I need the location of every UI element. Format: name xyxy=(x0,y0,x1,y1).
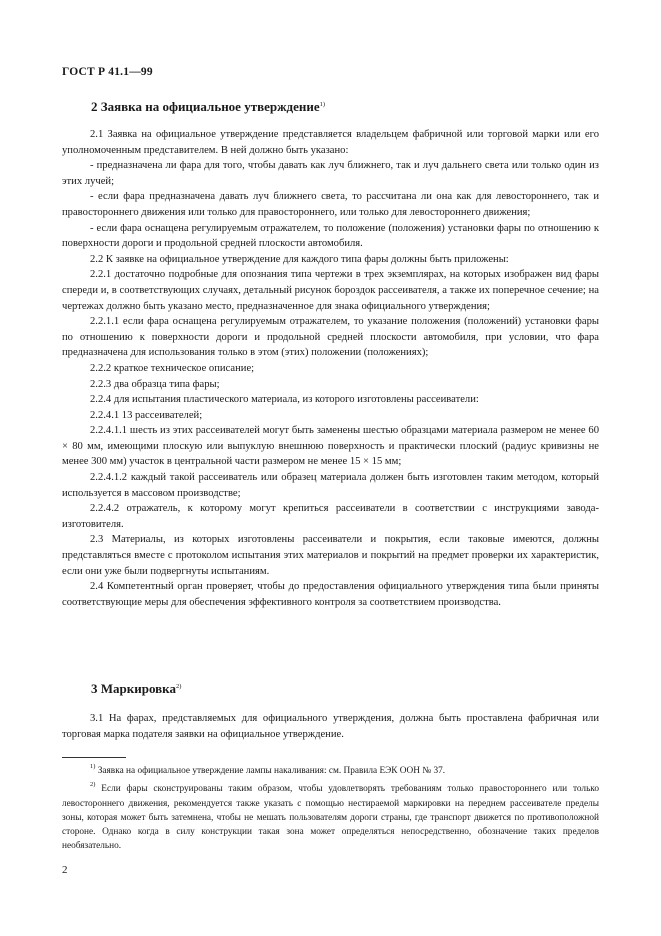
section-2-number: 2 xyxy=(91,99,98,114)
paragraph: 2.2.4 для испытания пластического материала, из которого изготовлены рассеиватели: xyxy=(90,394,479,406)
paragraph: - предназначена ли фара для того, чтобы давать как луч ближнего, так и луч дальнего света или только один из этих лучей; xyxy=(62,160,599,187)
paragraph: 2.2.4.1.1 шесть из этих рассеивателей могут быть заменены шестью образцами материала размером не менее 60 × 80 мм, имеющими плоскую или выпуклую внешнюю поверхность и практически плоский (радиус кривизны не менее 300 мм) участок в центральной части размером не менее 15 × 15 мм; xyxy=(62,425,599,468)
section-3-body xyxy=(62,711,599,742)
paragraph: 3.1 На фарах, представляемых для официального утверждения, должна быть проставлена фабричная или торговая марка подателя заявки на официальное утверждение. xyxy=(62,713,599,740)
section-3-heading xyxy=(91,681,181,697)
paragraph: 2.4 Компетентный орган проверяет, чтобы до предоставления официального утверждения типа были приняты соответствующие меры для обеспечения эффективного контроля за соответствием производства. xyxy=(62,581,599,608)
paragraph: 2.2.3 два образца типа фары; xyxy=(90,378,220,390)
paragraph: 2.2.4.1 13 рассеивателей; xyxy=(90,409,203,421)
section-3-title: Маркировка xyxy=(100,681,176,696)
footnote-mark: 1) xyxy=(90,763,96,770)
paragraph: - если фара оснащена регулируемым отражателем, то положение (положения) установки фары по отношению к поверхности дороги и продольной средней плоскости автомобиля. xyxy=(62,222,599,250)
paragraph: 2.2.1 достаточно подробные для опознания типа чертежи в трех экземплярах, на которых изображен вид фары спереди и, в соответствующих случаях, детальный рисунок бороздок рассеивателя, а также их поперечное сечение; на чертежах должно быть указано место, предназначенное для знака официального утверждения; xyxy=(62,269,599,312)
section-3-footnote-ref: 2) xyxy=(175,683,182,690)
section-2-title: Заявка на официальное утверждение xyxy=(100,99,320,114)
paragraph: 2.3 Материалы, из которых изготовлены рассеиватели и покрытия, если таковые имеются, должны представляться вместе с протоколом испытания этих материалов и покрытий на предмет проверки их характеристик, если они уже были подвергнуты испытаниям. xyxy=(62,534,599,577)
section-3-number: 3 xyxy=(91,681,98,696)
footnote xyxy=(62,760,599,778)
paragraph: - если фара предназначена давать луч ближнего света, то рассчитана ли она как для левостороннего, так и правостороннего движения или только для правостороннего, или только для левостороннего движения; xyxy=(62,191,599,218)
footnotes xyxy=(62,760,599,854)
footnote-text: Если фары сконструированы таким образом, чтобы удовлетворять требованиям только правостороннего или только левостороннего движения, рекомендуется также указать с помощью нестираемой маркировки на переднем рассеивателе пределы зоны, которая может быть затемнена, чтобы не мешать пользователям дороги страны, где транспорт движется по противоположной стороне. Однако когда в силу конструкции такая зона может определяться непосредственно, обозначение таких пределов необязательно. xyxy=(62,784,599,852)
footnote-divider xyxy=(62,757,126,758)
paragraph: 2.1 Заявка на официальное утверждение представляется владельцем фабричной или торговой марки или его уполномоченным представителем. В ней должно быть указано: xyxy=(62,129,599,156)
section-2-body xyxy=(62,127,599,610)
paragraph: 2.2.4.2 отражатель, к которому могут крепиться рассеиватели в соответствии с инструкциями завода-изготовителя. xyxy=(62,503,599,530)
footnote-text: Заявка на официальное утверждение лампы накаливания: см. Правила ЕЭК ООН № 37. xyxy=(97,766,446,776)
paragraph: 2.2 К заявке на официальное утверждение для каждого типа фары должны быть приложены: xyxy=(90,253,509,265)
section-2-footnote-ref: 1) xyxy=(319,101,326,108)
standard-code: ГОСТ Р 41.1—99 xyxy=(62,66,153,78)
paragraph: 2.2.4.1.2 каждый такой рассеиватель или образец материала должен быть изготовлен таким методом, который используется в массовом производстве; xyxy=(62,472,599,499)
paragraph: 2.2.1.1 если фара оснащена регулируемым отражателем, то указание положения (положений) установки фары по отношению к поверхности дороги и продольной средней плоскости автомобиля, при условии, что фара предназначена для использования только в этом (этих) положении (положениях); xyxy=(62,316,599,359)
section-2-heading xyxy=(91,99,325,115)
page-number: 2 xyxy=(62,864,68,876)
footnote-mark: 2) xyxy=(90,781,96,789)
footnote xyxy=(62,778,599,853)
paragraph: 2.2.2 краткое техническое описание; xyxy=(90,362,255,374)
